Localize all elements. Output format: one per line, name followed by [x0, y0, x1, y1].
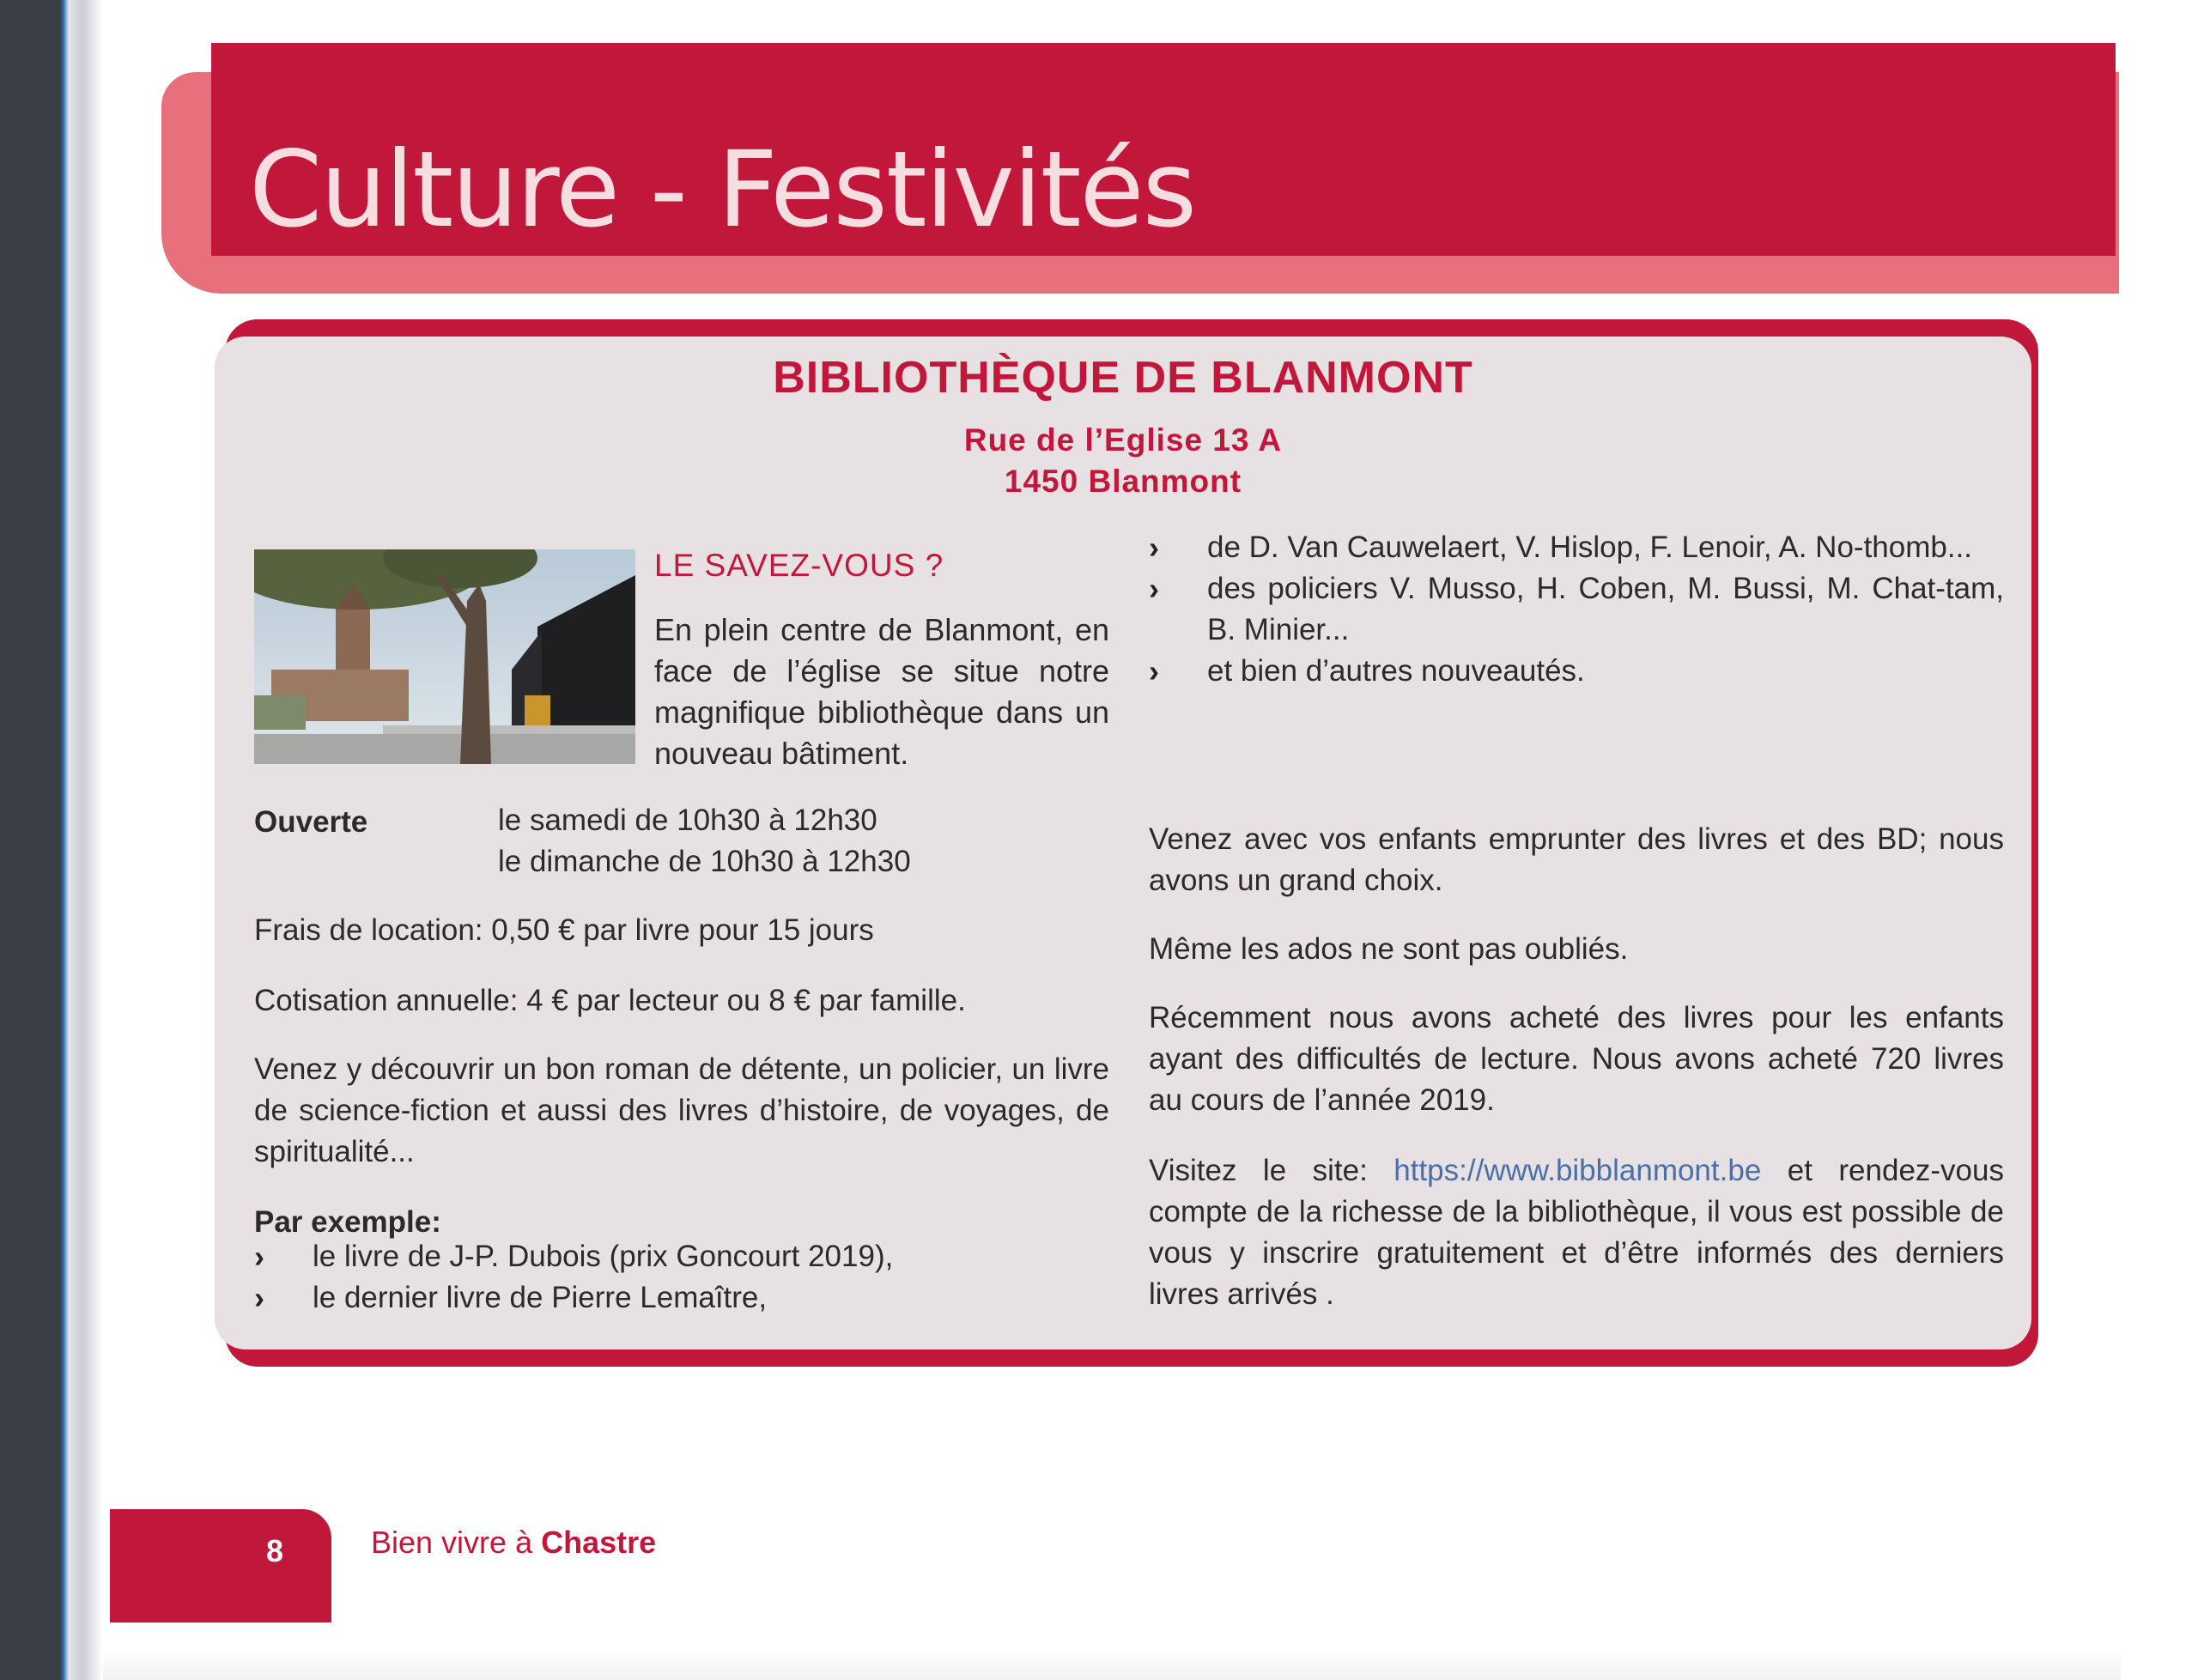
hours-sunday: le dimanche de 10h30 à 12h30	[498, 845, 911, 878]
footer-publication: Bien vivre à Chastre	[371, 1525, 657, 1560]
chevron-right-icon: ›	[1149, 530, 1159, 565]
examples-left-list	[254, 1236, 1109, 1319]
footer-tab	[110, 1509, 331, 1622]
recent-purchases-text: Récemment nous avons acheté des livres pour les enfants ayant des difficultés de lecture. Nous avons acheté 720 livres au cours de l’année 2019.	[1149, 1001, 2004, 1117]
article-title: BIBLIOTHÈQUE DE BLANMONT	[773, 353, 1473, 403]
chevron-right-icon: ›	[254, 1239, 264, 1274]
page-number: 8	[266, 1533, 284, 1568]
chevron-right-icon: ›	[1149, 571, 1159, 606]
list-item: › des policiers V. Musso, H. Coben, M. Bussi, M. Chat-tam, B. Minier...	[1149, 568, 2004, 651]
list-item: › et bien d’autres nouveautés.	[1149, 651, 2004, 692]
chevron-right-icon: ›	[1149, 653, 1159, 688]
website-link[interactable]: https://www.bibblanmont.be	[1393, 1154, 1762, 1187]
teens-text: Même les ados ne sont pas oubliés.	[1149, 932, 1629, 966]
address-street: Rue de l’Eglise 13 A	[963, 422, 1283, 458]
booklet-spine	[0, 0, 103, 1680]
address-city: 1450 Blanmont	[1004, 464, 1242, 499]
children-text: Venez avec vos enfants emprunter des livres et des BD; nous avons un grand choix.	[1149, 822, 2004, 897]
hours-saturday: le samedi de 10h30 à 12h30	[498, 804, 877, 837]
rental-fees: Frais de location: 0,50 € par livre pour 15 jours	[254, 913, 874, 947]
page-edge	[103, 1648, 2121, 1680]
did-you-know-text: En plein centre de Blanmont, en face de l’église se situe notre magnifique bibliothèque dans un nouveau bâtiment.	[654, 612, 1109, 771]
chevron-right-icon: ›	[254, 1280, 264, 1315]
examples-right-list	[1149, 527, 2004, 692]
list-item: › de D. Van Cauwelaert, V. Hislop, F. Lenoir, A. No-thomb...	[1149, 527, 2004, 568]
hours-label: Ouverte	[254, 805, 368, 839]
visit-paragraph: Visitez le site: https://www.bibblanmont.be et rendez-vous compte de la richesse de la bibliothèque, il vous est possible de vous y inscrire gratuitement et d’être informés des derniers livres arrivés .	[1149, 1154, 2004, 1311]
discover-text: Venez y découvrir un bon roman de détente, un policier, un livre de science-fiction et aussi des livres d’histoire, de voyages, de spiritualité...	[254, 1052, 1109, 1168]
library-photo	[254, 549, 635, 764]
membership-fee: Cotisation annuelle: 4 € par lecteur ou 8 € par famille.	[254, 984, 966, 1017]
did-you-know-heading: LE SAVEZ-VOUS ?	[654, 548, 944, 583]
examples-heading: Par exemple:	[254, 1205, 441, 1239]
section-title: Culture - Festivités	[249, 129, 1196, 251]
list-item: › le dernier livre de Pierre Lemaître,	[254, 1277, 1109, 1319]
list-item: › le livre de J-P. Dubois (prix Goncourt 2019),	[254, 1236, 1109, 1277]
